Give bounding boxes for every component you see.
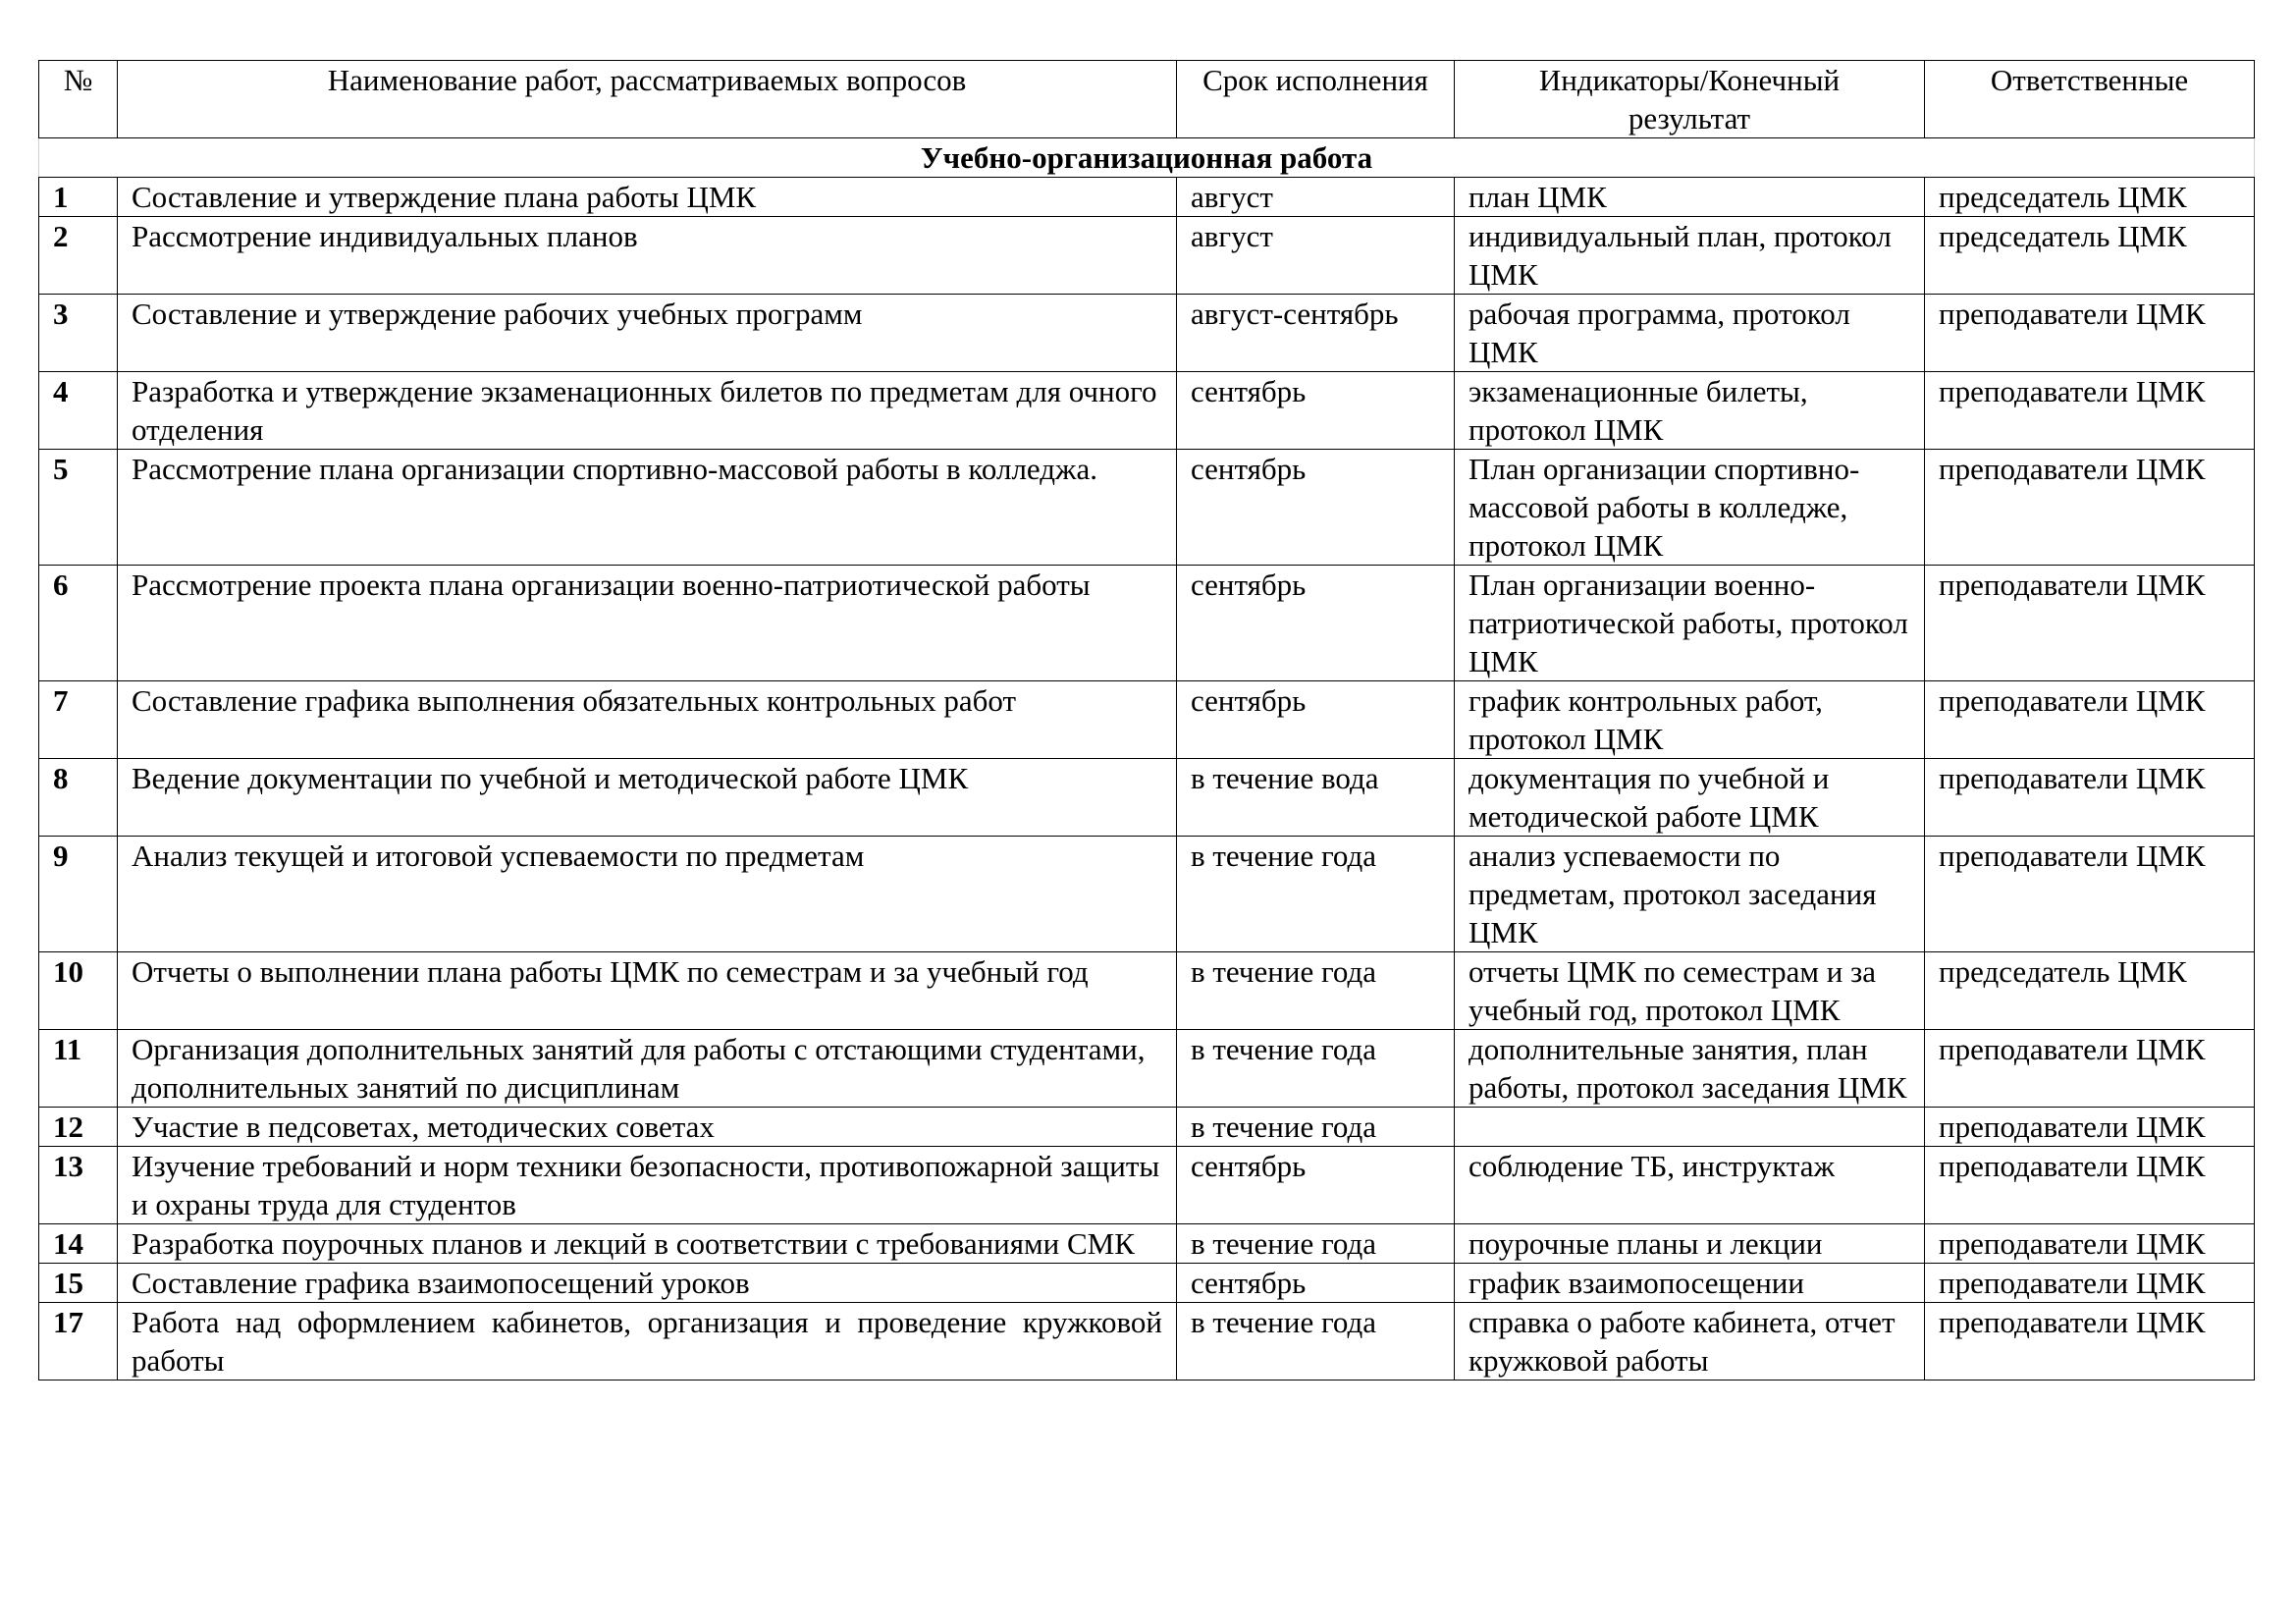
row-number: 5 <box>39 450 118 566</box>
row-work-name: Составление графика выполнения обязательных контрольных работ <box>118 681 1177 759</box>
row-work-name: Рассмотрение индивидуальных планов <box>118 217 1177 295</box>
row-work-name: Изучение требований и норм техники безопасности, противопожарной защиты и охраны труда для студентов <box>118 1147 1177 1224</box>
row-number: 2 <box>39 217 118 295</box>
row-indicators: соблюдение ТБ, инструктаж <box>1455 1147 1925 1224</box>
row-number: 15 <box>39 1264 118 1303</box>
row-responsible: председатель ЦМК <box>1925 217 2255 295</box>
row-number: 17 <box>39 1303 118 1380</box>
row-responsible: преподаватели ЦМК <box>1925 837 2255 952</box>
table-row <box>39 1108 2255 1147</box>
row-term: в течение вода <box>1177 759 1455 837</box>
row-responsible: преподаватели ЦМК <box>1925 1224 2255 1264</box>
row-number: 9 <box>39 837 118 952</box>
table-row <box>39 1030 2255 1108</box>
row-indicators: дополнительные занятия, план работы, протокол заседания ЦМК <box>1455 1030 1925 1108</box>
row-number: 14 <box>39 1224 118 1264</box>
row-indicators: рабочая программа, протокол ЦМК <box>1455 295 1925 372</box>
table-row <box>39 1147 2255 1224</box>
row-term: сентябрь <box>1177 372 1455 450</box>
row-indicators: анализ успеваемости по предметам, протокол заседания ЦМК <box>1455 837 1925 952</box>
header-name: Наименование работ, рассматриваемых вопросов <box>118 61 1177 138</box>
row-term: в течение года <box>1177 1030 1455 1108</box>
row-responsible: преподаватели ЦМК <box>1925 1147 2255 1224</box>
row-term: сентябрь <box>1177 681 1455 759</box>
row-term: в течение года <box>1177 1108 1455 1147</box>
row-indicators: план ЦМК <box>1455 178 1925 217</box>
table-row <box>39 295 2255 372</box>
table-row <box>39 1224 2255 1264</box>
row-indicators: экзаменационные билеты, протокол ЦМК <box>1455 372 1925 450</box>
row-number: 10 <box>39 952 118 1030</box>
row-term: в течение года <box>1177 1224 1455 1264</box>
header-indicators: Индикаторы/Конечный результат <box>1455 61 1925 138</box>
row-term: сентябрь <box>1177 450 1455 566</box>
table-row <box>39 178 2255 217</box>
table-row <box>39 450 2255 566</box>
table-row <box>39 1303 2255 1380</box>
row-number: 12 <box>39 1108 118 1147</box>
table-row <box>39 759 2255 837</box>
row-responsible: преподаватели ЦМК <box>1925 1303 2255 1380</box>
row-indicators: график взаимопосещении <box>1455 1264 1925 1303</box>
row-work-name: Составление и утверждение рабочих учебных программ <box>118 295 1177 372</box>
row-work-name: Составление графика взаимопосещений уроков <box>118 1264 1177 1303</box>
table-row <box>39 566 2255 681</box>
row-responsible: преподаватели ЦМК <box>1925 295 2255 372</box>
row-responsible: преподаватели ЦМК <box>1925 1108 2255 1147</box>
row-number: 13 <box>39 1147 118 1224</box>
row-responsible: председатель ЦМК <box>1925 952 2255 1030</box>
row-work-name: Организация дополнительных занятий для работы с отстающими студентами, дополнительных занятий по дисциплинам <box>118 1030 1177 1108</box>
work-plan-table <box>38 60 2255 1380</box>
row-term: в течение года <box>1177 952 1455 1030</box>
row-number: 3 <box>39 295 118 372</box>
table-row <box>39 372 2255 450</box>
row-indicators: отчеты ЦМК по семестрам и за учебный год, протокол ЦМК <box>1455 952 1925 1030</box>
row-responsible: преподаватели ЦМК <box>1925 681 2255 759</box>
row-responsible: преподаватели ЦМК <box>1925 372 2255 450</box>
section-title: Учебно-организационная работа <box>39 138 2255 178</box>
row-work-name: Ведение документации по учебной и методической работе ЦМК <box>118 759 1177 837</box>
row-work-name: Рассмотрение плана организации спортивно-массовой работы в колледжа. <box>118 450 1177 566</box>
table-row <box>39 681 2255 759</box>
row-responsible: преподаватели ЦМК <box>1925 759 2255 837</box>
row-indicators: график контрольных работ, протокол ЦМК <box>1455 681 1925 759</box>
row-work-name: Рассмотрение проекта плана организации военно-патриотической работы <box>118 566 1177 681</box>
row-responsible: председатель ЦМК <box>1925 178 2255 217</box>
table-row <box>39 217 2255 295</box>
row-responsible: преподаватели ЦМК <box>1925 566 2255 681</box>
section-row <box>39 138 2255 178</box>
row-indicators: поурочные планы и лекции <box>1455 1224 1925 1264</box>
row-work-name: Разработка и утверждение экзаменационных билетов по предметам для очного отделения <box>118 372 1177 450</box>
table-row <box>39 837 2255 952</box>
header-responsible: Ответственные <box>1925 61 2255 138</box>
row-number: 6 <box>39 566 118 681</box>
row-term: август <box>1177 178 1455 217</box>
row-number: 11 <box>39 1030 118 1108</box>
row-term: сентябрь <box>1177 1147 1455 1224</box>
header-term: Срок исполнения <box>1177 61 1455 138</box>
row-term: сентябрь <box>1177 1264 1455 1303</box>
row-indicators: справка о работе кабинета, отчет кружковой работы <box>1455 1303 1925 1380</box>
table-header-row <box>39 61 2255 138</box>
row-indicators: индивидуальный план, протокол ЦМК <box>1455 217 1925 295</box>
row-number: 4 <box>39 372 118 450</box>
row-indicators: документация по учебной и методической работе ЦМК <box>1455 759 1925 837</box>
header-num: № <box>39 61 118 138</box>
table-row <box>39 952 2255 1030</box>
row-work-name: Разработка поурочных планов и лекций в соответствии с требованиями СМК <box>118 1224 1177 1264</box>
row-number: 7 <box>39 681 118 759</box>
row-term: август <box>1177 217 1455 295</box>
row-responsible: преподаватели ЦМК <box>1925 1264 2255 1303</box>
row-number: 1 <box>39 178 118 217</box>
row-indicators: План организации военно-патриотической работы, протокол ЦМК <box>1455 566 1925 681</box>
row-responsible: преподаватели ЦМК <box>1925 1030 2255 1108</box>
row-number: 8 <box>39 759 118 837</box>
row-work-name: Работа над оформлением кабинетов, организация и проведение кружковой работы <box>118 1303 1177 1380</box>
row-term: сентябрь <box>1177 566 1455 681</box>
table-row <box>39 1264 2255 1303</box>
row-responsible: преподаватели ЦМК <box>1925 450 2255 566</box>
row-work-name: Составление и утверждение плана работы ЦМК <box>118 178 1177 217</box>
row-term: в течение года <box>1177 837 1455 952</box>
row-indicators <box>1455 1108 1925 1147</box>
row-work-name: Анализ текущей и итоговой успеваемости по предметам <box>118 837 1177 952</box>
row-work-name: Отчеты о выполнении плана работы ЦМК по семестрам и за учебный год <box>118 952 1177 1030</box>
row-term: в течение года <box>1177 1303 1455 1380</box>
row-indicators: План организации спортивно-массовой работы в колледже, протокол ЦМК <box>1455 450 1925 566</box>
row-work-name: Участие в педсоветах, методических советах <box>118 1108 1177 1147</box>
row-term: август-сентябрь <box>1177 295 1455 372</box>
